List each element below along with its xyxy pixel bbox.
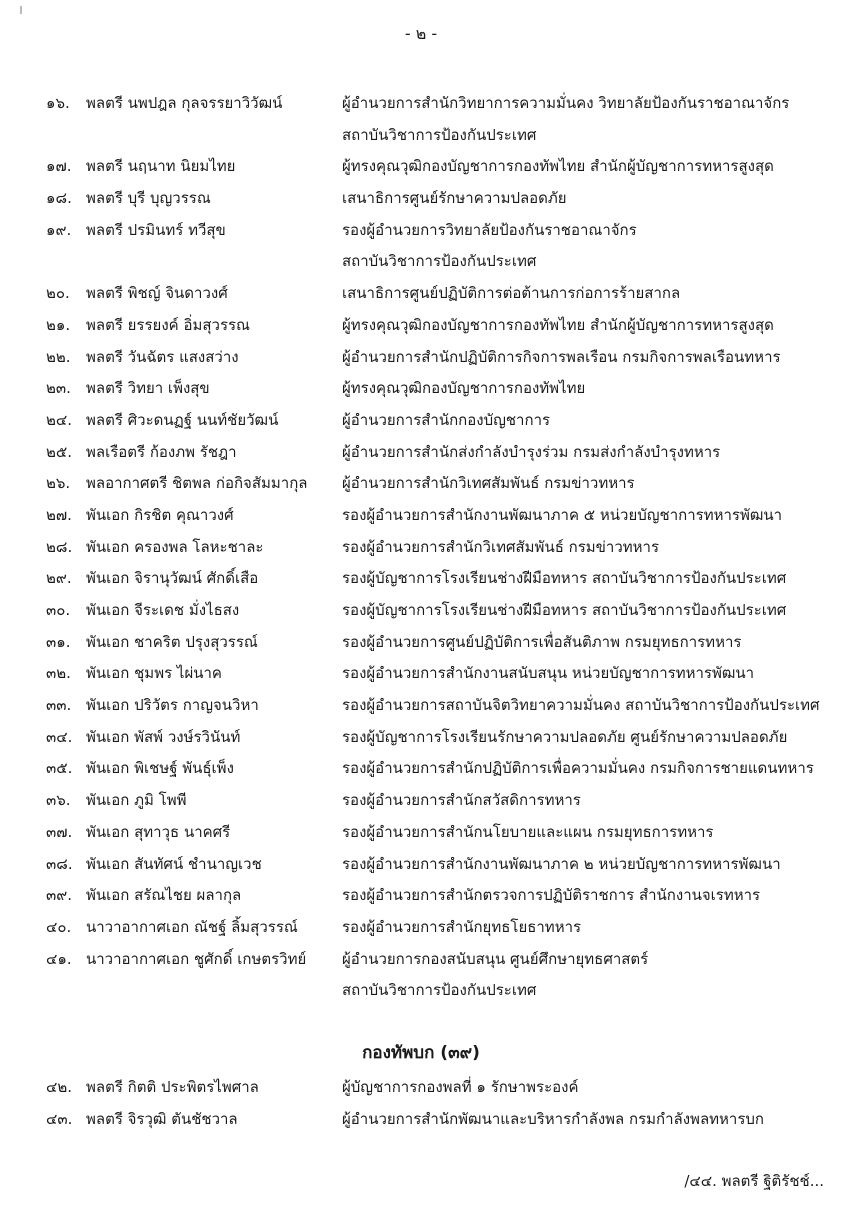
item-number: ๓๕. xyxy=(46,759,73,778)
list-item xyxy=(0,627,842,659)
item-number: ๒๘. xyxy=(46,537,73,556)
list-item xyxy=(0,405,842,437)
person-name: พันเอก พัสพ์ วงษ์รวินันท์ xyxy=(86,727,241,746)
person-name: พันเอก ปริวัตร กาญจนวิหา xyxy=(86,696,259,715)
page-number: - ๒ - xyxy=(404,24,438,43)
position-title: รองผู้อำนวยการสำนักตรวจการปฏิบัติราชการ สำนักงานจเรทหาร xyxy=(342,886,761,905)
position-title: สถาบันวิชาการป้องกันประเทศ xyxy=(342,125,537,144)
person-name: พลตรี นพปฎล กุลจรรยาวิวัฒน์ xyxy=(86,94,283,112)
list-item xyxy=(0,817,842,849)
list-item xyxy=(0,1104,842,1136)
position-title: ผู้อำนวยการสำนักวิเทศสัมพันธ์ กรมข่าวทหาร xyxy=(342,474,635,493)
position-title: รองผู้บัญชาการโรงเรียนช่างฝีมือทหาร สถาบันวิชาการป้องกันประเทศ xyxy=(342,601,787,619)
position-title: สถาบันวิชาการป้องกันประเทศ xyxy=(342,252,537,271)
item-number: ๔๓. xyxy=(46,1109,73,1128)
list-item xyxy=(0,563,842,595)
position-title: รองผู้อำนวยการสำนักยุทธโยธาทหาร xyxy=(342,917,582,936)
item-number: ๓๖. xyxy=(46,791,71,810)
person-name: พันเอก ชุมพร ไผ่นาค xyxy=(86,664,222,683)
item-number: ๒๐. xyxy=(46,284,70,303)
person-name: พันเอก สันทัศน์ ชำนาญเวช xyxy=(86,854,262,873)
person-name: พลตรี กิตติ ประพิตรไพศาล xyxy=(86,1078,259,1096)
position-title: สถาบันวิชาการป้องกันประเทศ xyxy=(342,981,537,1000)
position-title: เสนาธิการศูนย์รักษาความปลอดภัย xyxy=(342,189,567,208)
list-item xyxy=(0,849,842,881)
list-item xyxy=(0,500,842,532)
item-number: ๒๔. xyxy=(46,410,73,429)
list-item xyxy=(0,437,842,469)
scan-mark xyxy=(20,6,22,14)
position-title: รองผู้อำนวยการสำนักปฏิบัติการเพื่อความมั่นคง กรมกิจการชายแดนทหาร xyxy=(342,759,814,778)
continuation-footer: /๔๔. พลตรี ฐิติรัชช์... xyxy=(684,1172,824,1190)
list-item xyxy=(0,278,842,310)
item-number: ๓๗. xyxy=(46,822,73,841)
list-item xyxy=(0,1072,842,1104)
position-title: รองผู้อำนวยการสำนักงานพัฒนาภาค ๒ หน่วยบัญชาการทหารพัฒนา xyxy=(342,854,781,873)
position-title: รองผู้บัญชาการโรงเรียนช่างฝีมือทหาร สถาบันวิชาการป้องกันประเทศ xyxy=(342,569,787,588)
person-name: พันเอก สรัณไชย ผลากุล xyxy=(86,886,242,905)
person-name: พันเอก กิรชิต คุณาวงศ์ xyxy=(86,505,234,524)
position-title: รองผู้อำนวยการสำนักสวัสดิการทหาร xyxy=(342,791,581,810)
position-title: ผู้ทรงคุณวุฒิกองบัญชาการกองทัพไทย สำนักผู้บัญชาการทหารสูงสุด xyxy=(342,157,774,176)
list-item xyxy=(0,753,842,785)
item-number: ๒๕. xyxy=(46,442,73,461)
item-number: ๑๗. xyxy=(46,157,72,176)
list-item xyxy=(0,975,842,1007)
person-name: พลตรี ศิวะดนฏฐ์ นนท์ชัยวัฒน์ xyxy=(86,410,279,429)
item-number: ๒๙. xyxy=(46,569,72,588)
person-name: พลอากาศตรี ชิตพล ก่อกิจสัมมากุล xyxy=(86,474,308,493)
position-title: ผู้อำนวยการกองสนับสนุน ศูนย์ศึกษายุทธศาสตร์ xyxy=(342,949,649,968)
person-name: พันเอก ชาคริต ปรุงสุวรรณ์ xyxy=(86,632,258,651)
person-name: พันเอก ภูมิ โพพี xyxy=(86,791,187,810)
item-number: ๑๙. xyxy=(46,220,72,239)
list-item xyxy=(0,722,842,754)
position-title: ผู้ทรงคุณวุฒิกองบัญชาการกองทัพไทย สำนักผู้บัญชาการทหารสูงสุด xyxy=(342,315,774,334)
item-number: ๒๒. xyxy=(46,347,71,366)
item-number: ๓๔. xyxy=(46,727,73,746)
position-title: ผู้อำนวยการสำนักปฏิบัติการกิจการพลเรือน กรมกิจการพลเรือนทหาร xyxy=(342,347,781,366)
list-item xyxy=(0,373,842,405)
list-item xyxy=(0,944,842,976)
person-name: พลตรี ปรมินทร์ ทวีสุข xyxy=(86,220,226,239)
item-number: ๔๑. xyxy=(46,949,72,968)
position-title: รองผู้อำนวยการสำนักงานสนับสนุน หน่วยบัญชาการทหารพัฒนา xyxy=(342,664,755,683)
item-number: ๒๖. xyxy=(46,474,71,493)
position-title: รองผู้อำนวยการสำนักงานพัฒนาภาค ๕ หน่วยบัญชาการทหารพัฒนา xyxy=(342,505,783,524)
position-title: ผู้อำนวยการสำนักส่งกำลังบำรุงร่วม กรมส่งกำลังบำรุงทหาร xyxy=(342,442,721,461)
position-title: ผู้ทรงคุณวุฒิกองบัญชาการกองทัพไทย xyxy=(342,379,586,398)
list-item xyxy=(0,880,842,912)
item-number: ๒๓. xyxy=(46,379,71,398)
list-item xyxy=(0,468,842,500)
item-number: ๑๖. xyxy=(46,94,70,112)
position-title: รองผู้อำนวยการศูนย์ปฏิบัติการเพื่อสันติภาพ กรมยุทธการทหาร xyxy=(342,632,742,651)
position-title: รองผู้บัญชาการโรงเรียนรักษาความปลอดภัย ศูนย์รักษาความปลอดภัย xyxy=(342,727,788,746)
person-name: พันเอก สุทาวุธ นาคศรี xyxy=(86,822,231,841)
person-name: พันเอก พิเชษฐ์ พันธุ์เพ็ง xyxy=(86,759,234,778)
list-item xyxy=(0,595,842,627)
appointment-list-army xyxy=(0,1072,842,1135)
item-number: ๓๙. xyxy=(46,886,73,905)
person-name: พันเอก จิรานุวัฒน์ ศักดิ์เสือ xyxy=(86,569,259,588)
position-title: รองผู้อำนวยการสถาบันจิตวิทยาความมั่นคง สถาบันวิชาการป้องกันประเทศ xyxy=(342,696,820,715)
section-title: กองทัพบก (๓๙) xyxy=(362,1043,480,1063)
list-item xyxy=(0,151,842,183)
item-number: ๔๐. xyxy=(46,917,72,936)
list-item xyxy=(0,912,842,944)
person-name: พันเอก ครองพล โลหะชาละ xyxy=(86,537,264,556)
list-item xyxy=(0,215,842,247)
item-number: ๑๘. xyxy=(46,189,72,208)
position-title: รองผู้อำนวยการวิทยาลัยป้องกันราชอาณาจักร xyxy=(342,220,637,239)
person-name: พลตรี บุรี บุญวรรณ xyxy=(86,189,211,208)
person-name: นาวาอากาศเอก ณัชฐ์ ลิ้มสุวรรณ์ xyxy=(86,917,298,936)
list-item xyxy=(0,342,842,374)
position-title: ผู้อำนวยการสำนักพัฒนาและบริหารกำลังพล กรมกำลังพลทหารบก xyxy=(342,1109,764,1128)
list-item xyxy=(0,785,842,817)
position-title: ผู้บัญชาการกองพลที่ ๑ รักษาพระองค์ xyxy=(342,1078,579,1096)
list-item xyxy=(0,88,842,120)
list-item xyxy=(0,246,842,278)
list-item xyxy=(0,658,842,690)
person-name: พลตรี พิชญ์ จินดาวงศ์ xyxy=(86,284,228,303)
item-number: ๔๒. xyxy=(46,1078,73,1096)
position-title: เสนาธิการศูนย์ปฏิบัติการต่อต้านการก่อการร้ายสากล xyxy=(342,284,681,303)
person-name: พลตรี นฤนาท นิยมไทย xyxy=(86,157,236,176)
person-name: พันเอก จีระเดช มั่งไธสง xyxy=(86,601,240,619)
item-number: ๓๑. xyxy=(46,632,71,651)
list-item xyxy=(0,310,842,342)
item-number: ๓๒. xyxy=(46,664,71,683)
list-item xyxy=(0,690,842,722)
person-name: พลตรี ยรรยงค์ อิ่มสุวรรณ xyxy=(86,315,250,334)
item-number: ๒๗. xyxy=(46,505,72,524)
person-name: พลเรือตรี ก้องภพ รัชฎา xyxy=(86,442,237,461)
list-item xyxy=(0,532,842,564)
item-number: ๒๑. xyxy=(46,315,71,334)
list-item xyxy=(0,120,842,152)
position-title: รองผู้อำนวยการสำนักวิเทศสัมพันธ์ กรมข่าวทหาร xyxy=(342,537,659,556)
item-number: ๓๓. xyxy=(46,696,72,715)
person-name: พลตรี วันฉัตร แสงสว่าง xyxy=(86,347,239,366)
list-item xyxy=(0,183,842,215)
position-title: ผู้อำนวยการสำนักกองบัญชาการ xyxy=(342,410,551,429)
person-name: นาวาอากาศเอก ชูศักดิ์ เกษตรวิทย์ xyxy=(86,949,307,968)
position-title: ผู้อำนวยการสำนักวิทยาการความมั่นคง วิทยาลัยป้องกันราชอาณาจักร xyxy=(342,94,790,112)
appointment-list xyxy=(0,88,842,1007)
person-name: พลตรี วิทยา เพ็งสุข xyxy=(86,379,210,398)
item-number: ๓๘. xyxy=(46,854,73,873)
position-title: รองผู้อำนวยการสำนักนโยบายและแผน กรมยุทธการทหาร xyxy=(342,822,714,841)
person-name: พลตรี จิรวุฒิ ตันชัชวาล xyxy=(86,1109,238,1128)
item-number: ๓๐. xyxy=(46,601,71,619)
